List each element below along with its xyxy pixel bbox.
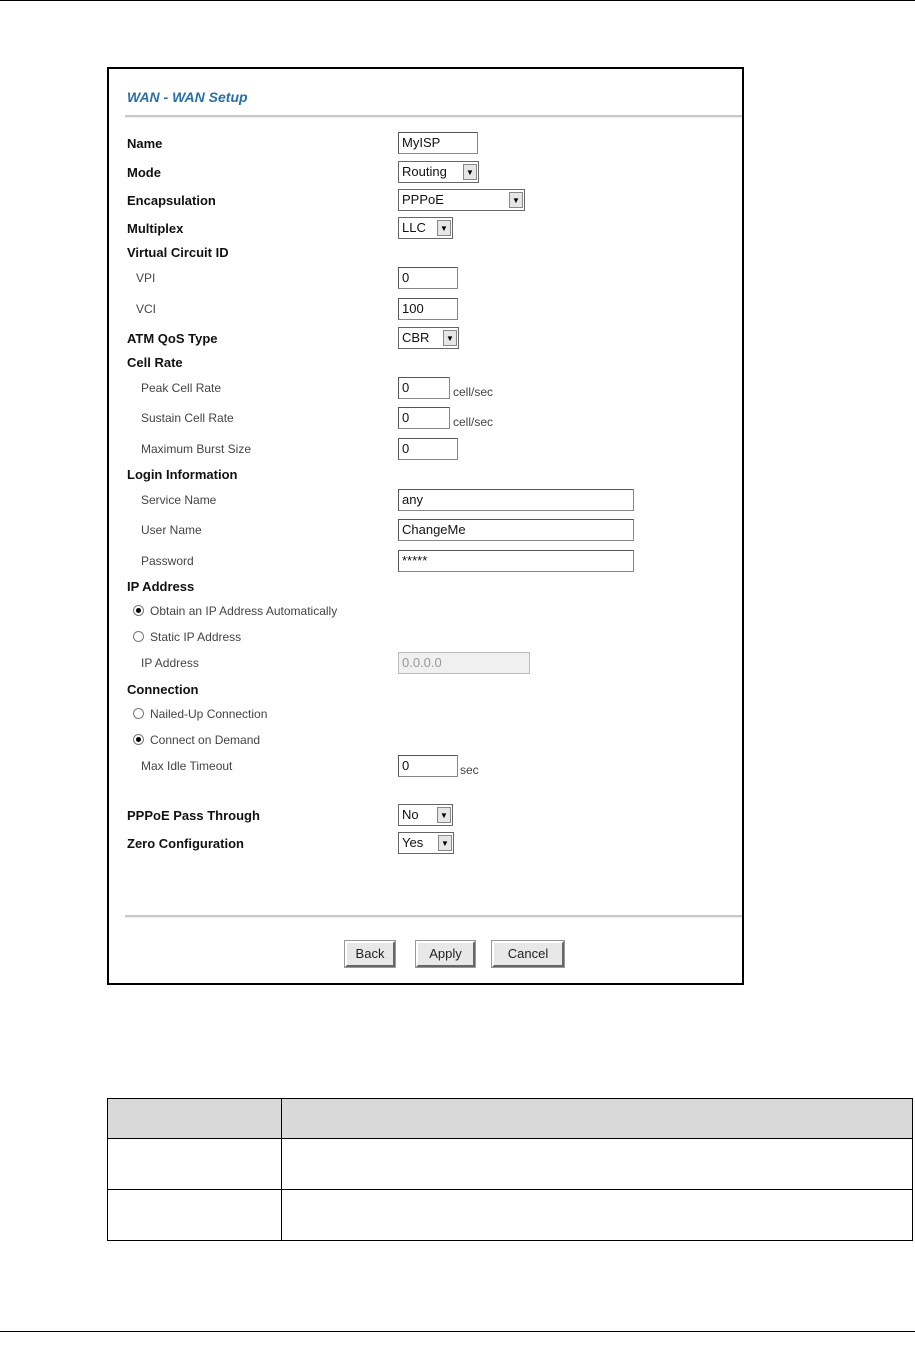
password-input[interactable]: *****: [398, 550, 634, 572]
static-ip-label: Static IP Address: [150, 630, 242, 644]
maximum-burst-size-input[interactable]: 0: [398, 438, 458, 460]
mode-select[interactable]: [398, 161, 479, 183]
connect-on-demand-label: Connect on Demand: [150, 733, 261, 747]
atm-qos-type-select[interactable]: [398, 327, 459, 349]
back-button[interactable]: Back: [345, 941, 395, 967]
multiplex-label: Multiplex: [127, 221, 184, 236]
name-input[interactable]: MyISP: [398, 132, 478, 154]
table-row: [108, 1139, 913, 1190]
top-rule: [0, 0, 915, 1]
chevron-down-icon[interactable]: ▼: [463, 164, 477, 180]
sustain-cell-rate-unit: cell/sec: [453, 415, 494, 429]
table-header-cell: [108, 1099, 282, 1139]
vci-input[interactable]: 100: [398, 298, 458, 320]
cell-rate-label: Cell Rate: [127, 355, 183, 370]
footer-divider: [125, 915, 742, 918]
nailed-up-label: Nailed-Up Connection: [150, 707, 268, 721]
atm-qos-type-select-value: CBR: [402, 330, 430, 345]
atm-qos-type-label: ATM QoS Type: [127, 331, 218, 346]
ip-address-section-label: IP Address: [127, 579, 195, 594]
ip-address-input[interactable]: 0.0.0.0: [398, 652, 530, 674]
pppoe-pass-through-select[interactable]: [398, 804, 453, 826]
name-label: Name: [127, 136, 163, 151]
apply-button[interactable]: Apply: [416, 941, 475, 967]
chevron-down-icon[interactable]: ▼: [437, 807, 451, 823]
login-information-label: Login Information: [127, 467, 238, 482]
zero-configuration-select[interactable]: [398, 832, 454, 854]
vpi-input[interactable]: 0: [398, 267, 458, 289]
encapsulation-label: Encapsulation: [127, 193, 216, 208]
mode-label: Mode: [127, 165, 161, 180]
user-name-label: User Name: [141, 523, 202, 537]
bottom-rule: [0, 1331, 915, 1332]
obtain-ip-auto-label: Obtain an IP Address Automatically: [150, 604, 338, 618]
table-cell: [282, 1139, 913, 1190]
title-divider: [125, 115, 742, 118]
mode-select-value: Routing: [402, 164, 447, 179]
field-description-table: [107, 1098, 913, 1241]
chevron-down-icon[interactable]: ▼: [437, 220, 451, 236]
connection-label: Connection: [127, 682, 199, 697]
zero-configuration-select-value: Yes: [402, 835, 424, 850]
peak-cell-rate-label: Peak Cell Rate: [141, 381, 222, 395]
vpi-label: VPI: [136, 271, 156, 285]
wan-setup-panel: [107, 67, 744, 985]
sustain-cell-rate-label: Sustain Cell Rate: [141, 411, 234, 425]
peak-cell-rate-input[interactable]: 0: [398, 377, 450, 399]
virtual-circuit-id-label: Virtual Circuit ID: [127, 245, 229, 260]
max-idle-timeout-input[interactable]: 0: [398, 755, 458, 777]
user-name-input[interactable]: ChangeMe: [398, 519, 634, 541]
chevron-down-icon[interactable]: ▼: [443, 330, 457, 346]
maximum-burst-size-label: Maximum Burst Size: [141, 442, 252, 456]
static-ip-radio[interactable]: [133, 631, 144, 642]
encapsulation-select[interactable]: [398, 189, 525, 211]
nailed-up-radio[interactable]: [133, 708, 144, 719]
ip-address-label: IP Address: [141, 656, 199, 670]
table-header-cell: [282, 1099, 913, 1139]
multiplex-select-value: LLC: [402, 220, 426, 235]
table-header-row: [108, 1099, 913, 1139]
table-cell: [282, 1190, 913, 1241]
table-cell: [108, 1139, 282, 1190]
cancel-button[interactable]: Cancel: [492, 941, 564, 967]
peak-cell-rate-unit: cell/sec: [453, 385, 494, 399]
sustain-cell-rate-input[interactable]: 0: [398, 407, 450, 429]
service-name-input[interactable]: any: [398, 489, 634, 511]
page-title: WAN - WAN Setup: [127, 89, 248, 105]
zero-configuration-label: Zero Configuration: [127, 836, 244, 851]
obtain-ip-auto-radio[interactable]: [133, 605, 144, 616]
password-label: Password: [141, 554, 194, 568]
vci-label: VCI: [136, 302, 157, 316]
connect-on-demand-radio[interactable]: [133, 734, 144, 745]
service-name-label: Service Name: [141, 493, 217, 507]
chevron-down-icon[interactable]: ▼: [438, 835, 452, 851]
table-row: [108, 1190, 913, 1241]
max-idle-timeout-label: Max Idle Timeout: [141, 759, 233, 773]
pppoe-pass-through-label: PPPoE Pass Through: [127, 808, 260, 823]
pppoe-pass-through-select-value: No: [402, 807, 419, 822]
multiplex-select[interactable]: [398, 217, 453, 239]
chevron-down-icon[interactable]: ▼: [509, 192, 523, 208]
encapsulation-select-value: PPPoE: [402, 192, 444, 207]
max-idle-timeout-unit: sec: [460, 763, 479, 777]
table-cell: [108, 1190, 282, 1241]
